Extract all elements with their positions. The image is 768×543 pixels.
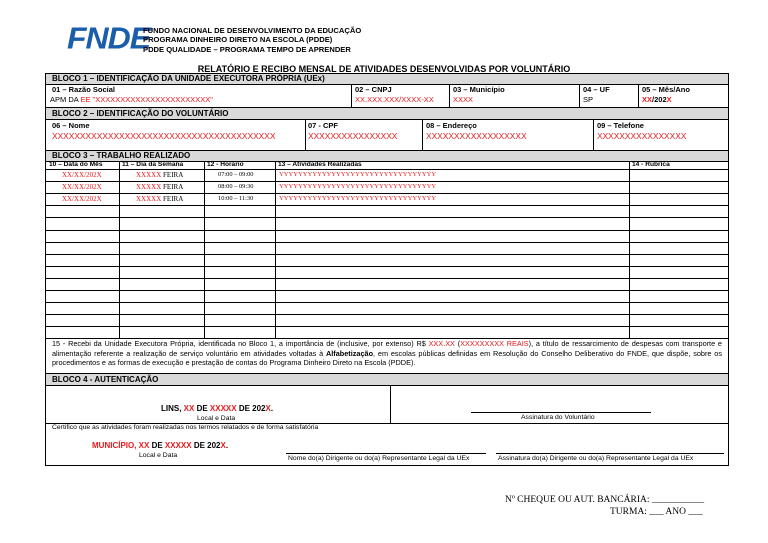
column-header: 13 – Atividades Realizadas: [278, 161, 362, 168]
table-row-line: [46, 266, 728, 267]
organization-lines: [143, 26, 361, 54]
column-header: 11 – Dia da Semana: [122, 161, 184, 168]
table-cell-data[interactable]: XX/XX/202X: [62, 194, 102, 203]
local-year-digit: X: [265, 404, 271, 413]
nome-value[interactable]: XXXXXXXXXXXXXXXXXXXXXXXXXXXXXXXXXXXXXXXX: [52, 131, 276, 141]
column-header: 10 – Data do Mês: [49, 161, 103, 168]
razao-social-label: 01 – Razão Social: [52, 85, 115, 94]
table-cell-atividade[interactable]: YYYYYYYYYYYYYYYYYYYYYYYYYYYYYYYYY: [279, 182, 437, 190]
table-cell-atividade[interactable]: YYYYYYYYYYYYYYYYYYYYYYYYYYYYYYYYY: [279, 170, 437, 178]
local-data-caption: Local e Data: [197, 415, 236, 422]
local-city: LINS,: [161, 404, 184, 413]
table-column-line: [119, 161, 120, 338]
table-row-line: [46, 326, 728, 327]
recibo-text-3: ), a título de ressarcimento de despesas com transporte e alimentação referente a realização de serviço voluntário em atividades voltadas à: [52, 339, 722, 358]
recibo-text-1: 15 - Recebi da Unidade Executora Própria, identificada no Bloco 1, a importância de (inclusive, por extenso) R$: [52, 339, 429, 348]
razao-social-value[interactable]: [50, 95, 213, 104]
dia-red: XXXXX: [136, 194, 162, 203]
table-row-line: [46, 205, 728, 206]
razao-prefix: APM DA: [50, 95, 81, 104]
local-month: XXXXX: [209, 404, 237, 413]
mes-ano-value[interactable]: [642, 95, 672, 104]
dia-rest: FEIRA: [161, 194, 184, 203]
bloco4-title: BLOCO 4 - AUTENTICAÇÃO: [46, 374, 728, 385]
nome-label: 06 – Nome: [52, 121, 90, 130]
org-line-1: FUNDO NACIONAL DE DESENVOLVIMENTO DA EDUCAÇÃO: [143, 26, 362, 35]
table-column-line: [629, 161, 630, 338]
recibo-extenso: XXXXXXXXX REAIS: [460, 339, 529, 348]
cheque-field[interactable]: Nº CHEQUE OU AUT. BANCÁRIA: ___________: [505, 495, 705, 505]
local-de-2: DE 202: [236, 404, 266, 413]
local-day: XX: [183, 404, 195, 413]
municipio-day: MUNICÍPIO, XX: [92, 441, 150, 450]
bloco1-title: BLOCO 1 – IDENTIFICAÇÃO DA UNIDADE EXECUTORA PRÓPRIA (UEx): [46, 74, 728, 84]
mes-value-red: XX: [642, 95, 653, 104]
municipio-caption: Local e Data: [139, 452, 178, 459]
uf-label: 04 – UF: [583, 85, 610, 94]
dia-rest: FEIRA: [161, 170, 184, 179]
cpf-label: 07 - CPF: [308, 121, 339, 130]
certifico-text: Certifico que as atividades foram realizadas nos termos relatados e de forma satisfatória: [52, 424, 319, 431]
turma-field[interactable]: TURMA: ___ ANO ___: [610, 507, 703, 517]
municipio-month: XXXXX: [164, 441, 192, 450]
nome-dirigente-line: [286, 453, 486, 454]
recibo-text-2: (: [454, 339, 461, 348]
table-column-line: [275, 161, 276, 338]
org-line-3: PDDE QUALIDADE – PROGRAMA TEMPO DE APRENDER: [143, 44, 351, 54]
document-title: RELATÓRIO E RECIBO MENSAL DE ATIVIDADES DESENVOLVIDAS POR VOLUNTÁRIO: [197, 64, 571, 74]
mes-value-mid: /202: [652, 95, 667, 104]
municipio-year-digit: X: [220, 441, 226, 450]
endereco-label: 08 – Endereço: [426, 121, 477, 130]
table-row-line: [46, 230, 728, 231]
table-cell-horario[interactable]: 07:00 – 09:00: [218, 170, 254, 178]
table-row-line: [46, 290, 728, 291]
bloco2-title: BLOCO 2 – IDENTIFICAÇÃO DO VOLUNTÁRIO: [46, 108, 728, 119]
table-row-line: [46, 314, 728, 315]
table-row-line: [46, 278, 728, 279]
table-row-line: [46, 217, 728, 218]
cpf-value[interactable]: XXXXXXXXXXXXXXXX: [308, 131, 398, 141]
table-cell-horario[interactable]: 10:00 – 11:30: [218, 194, 254, 202]
table-cell-data[interactable]: XX/XX/202X: [62, 170, 102, 179]
assinatura-dirigente-line: [496, 453, 724, 454]
assinatura-voluntario-line: [471, 412, 651, 413]
recibo-valor: XXX.XX: [428, 339, 455, 348]
column-header: 14 - Rubrica: [632, 161, 670, 168]
table-cell-dia[interactable]: [136, 195, 183, 203]
endereco-value[interactable]: XXXXXXXXXXXXXXXXXX: [426, 131, 527, 141]
cnpj-value[interactable]: XX.XXX.XXX/XXXX-XX: [355, 95, 434, 104]
dia-red: XXXXX: [136, 170, 162, 179]
table-cell-horario[interactable]: 08:00 – 09:30: [218, 182, 254, 190]
municipio-dot: .: [225, 441, 229, 450]
local-data-voluntario[interactable]: [161, 404, 273, 413]
uf-value[interactable]: SP: [583, 95, 594, 104]
municipio-label: 03 – Município: [453, 85, 505, 94]
org-line-2: PROGRAMA DINHEIRO DIRETO NA ESCOLA (PDDE): [143, 35, 333, 45]
telefone-value[interactable]: XXXXXXXXXXXXXXXX: [597, 131, 687, 141]
table-column-line: [204, 161, 205, 338]
fnde-logo: FNDE: [67, 20, 151, 56]
local-de-1: DE: [194, 404, 210, 413]
local-data-dirigente[interactable]: [92, 441, 228, 450]
mes-ano-label: 05 – Mês/Ano: [642, 85, 690, 94]
telefone-label: 09 – Telefone: [597, 121, 644, 130]
column-header: 12 - Horário: [207, 161, 244, 168]
table-row-line: [46, 254, 728, 255]
municipio-rest: DE 202: [191, 441, 221, 450]
assinatura-dirigente-caption: Assinatura do(a) Dirigente ou do(a) Representante Legal da UEx: [498, 455, 694, 462]
local-dot: .: [270, 404, 274, 413]
dia-rest: FEIRA: [161, 182, 184, 191]
form-frame: [45, 73, 729, 466]
table-cell-atividade[interactable]: YYYYYYYYYYYYYYYYYYYYYYYYYYYYYYYYY: [279, 194, 437, 202]
municipio-de-1: DE: [149, 441, 165, 450]
recibo-paragraph: [52, 339, 722, 368]
table-row-line: [46, 242, 728, 243]
municipio-value[interactable]: XXXX: [453, 95, 474, 104]
table-cell-dia[interactable]: [136, 171, 183, 179]
cnpj-label: 02 – CNPJ: [355, 85, 392, 94]
mes-value-end: X: [666, 95, 672, 104]
recibo-text-4: , em escolas públicas definidas em Resolução do Conselho Deliberativo do FNDE, que dispõe, sobre os procedimentos e as formas de execução e prestação de contas do Programa Dinheiro Direto na Escola (PDDE).: [52, 348, 722, 368]
dia-red: XXXXX: [136, 182, 162, 191]
table-row-line: [46, 302, 728, 303]
table-cell-data[interactable]: XX/XX/202X: [62, 182, 102, 191]
work-table: [46, 161, 728, 338]
razao-value: EE "XXXXXXXXXXXXXXXXXXXXXXX": [80, 95, 213, 104]
bloco3-title: BLOCO 3 – TRABALHO REALIZADO: [46, 151, 728, 161]
assinatura-voluntario-caption: Assinatura do Voluntário: [521, 414, 595, 421]
nome-dirigente-caption: Nome do(a) Dirigente ou do(a) Representante Legal da UEx: [288, 455, 470, 462]
table-cell-dia[interactable]: [136, 183, 183, 191]
recibo-bold: Alfabetização: [326, 348, 374, 358]
